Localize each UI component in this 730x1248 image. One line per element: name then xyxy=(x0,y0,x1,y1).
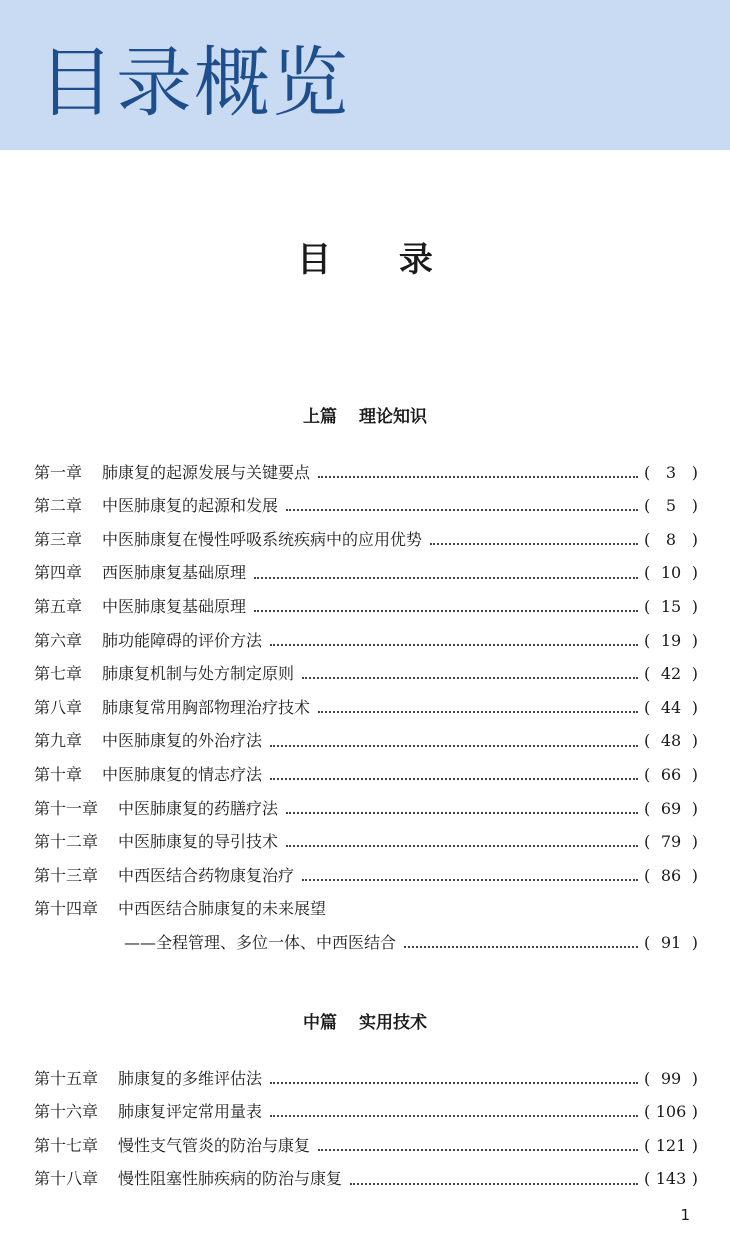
chapter-title: 中医肺康复的药膳疗法 xyxy=(118,798,279,818)
paren-close: ) xyxy=(691,1068,698,1088)
chapter-number: 第六章 xyxy=(34,630,83,650)
toc-entry[interactable] xyxy=(34,820,698,854)
toc-entry[interactable] xyxy=(34,1090,698,1124)
paren-open: ( xyxy=(644,529,651,549)
chapter-title: 中西医结合药物康复治疗 xyxy=(118,865,295,885)
paren-open: ( xyxy=(644,630,651,650)
paren-close: ) xyxy=(691,529,698,549)
chapter-title: 肺康复的多维评估法 xyxy=(118,1068,263,1088)
chapter-subtitle: ——全程管理、多位一体、中西医结合 xyxy=(124,932,397,952)
part-name: 中篇 xyxy=(303,1013,337,1033)
paren-open: ( xyxy=(644,764,651,784)
paren-close: ) xyxy=(691,798,698,818)
page-ref xyxy=(644,495,698,517)
page-value: 19 xyxy=(660,630,682,650)
chapter-title: 慢性阻塞性肺疾病的防治与康复 xyxy=(118,1169,343,1189)
chapter-number: 第一章 xyxy=(34,462,83,482)
chapter-number: 第二章 xyxy=(34,496,83,516)
chapter-number: 第十三章 xyxy=(34,865,99,885)
paren-open: ( xyxy=(644,832,651,852)
chapter-title: 肺康复常用胸部物理治疗技术 xyxy=(102,697,311,717)
chapter-number: 第八章 xyxy=(34,697,83,717)
header-banner xyxy=(0,0,730,150)
toc-entry[interactable] xyxy=(34,1123,698,1157)
page-value: 143 xyxy=(655,1169,687,1189)
paren-open: ( xyxy=(644,596,651,616)
page-value: 99 xyxy=(660,1068,682,1088)
page-value: 121 xyxy=(655,1135,687,1155)
paren-close: ) xyxy=(691,630,698,650)
page-ref xyxy=(644,562,698,584)
leader-dots xyxy=(430,531,638,545)
paren-open: ( xyxy=(644,563,651,583)
toc-entry[interactable] xyxy=(34,484,698,518)
page-value: 69 xyxy=(660,798,682,818)
leader-dots xyxy=(270,733,638,747)
leader-dots xyxy=(286,833,638,847)
paren-close: ) xyxy=(691,596,698,616)
leader-dots xyxy=(404,934,638,948)
toc-entry[interactable] xyxy=(34,853,698,887)
page-ref xyxy=(644,697,698,719)
page-value: 3 xyxy=(665,462,677,482)
leader-dots xyxy=(350,1171,638,1185)
paren-open: ( xyxy=(644,932,651,952)
page-ref xyxy=(644,730,698,752)
chapter-title: 中医肺康复的外治疗法 xyxy=(102,731,263,751)
chapter-number: 第十章 xyxy=(34,764,83,784)
part-heading-2 xyxy=(0,1011,730,1035)
page-value: 10 xyxy=(660,563,682,583)
page-value: 15 xyxy=(660,596,682,616)
page-value: 42 xyxy=(660,664,682,684)
paren-open: ( xyxy=(644,1102,651,1122)
banner-title: 目录概览 xyxy=(38,38,350,127)
paren-open: ( xyxy=(644,664,651,684)
page-ref xyxy=(644,798,698,820)
leader-dots xyxy=(302,867,638,881)
leader-dots xyxy=(270,1103,638,1117)
chapter-number: 第九章 xyxy=(34,731,83,751)
chapter-number: 第三章 xyxy=(34,529,83,549)
page-ref xyxy=(644,529,698,551)
page-ref xyxy=(644,462,698,484)
toc-entry[interactable] xyxy=(34,1056,698,1090)
paren-open: ( xyxy=(644,462,651,482)
paren-open: ( xyxy=(644,798,651,818)
page-value: 79 xyxy=(660,832,682,852)
leader-dots xyxy=(302,665,638,679)
paren-close: ) xyxy=(691,764,698,784)
leader-dots xyxy=(286,800,638,814)
chapter-title: 中西医结合肺康复的未来展望 xyxy=(118,899,327,919)
paren-open: ( xyxy=(644,697,651,717)
paren-open: ( xyxy=(644,1169,651,1189)
toc-section-upper xyxy=(34,450,698,954)
toc-entry[interactable] xyxy=(34,584,698,618)
paren-close: ) xyxy=(691,1169,698,1189)
page-number: 1 xyxy=(680,1206,690,1224)
paren-close: ) xyxy=(691,563,698,583)
document-title: 目 录 xyxy=(297,240,461,280)
leader-dots xyxy=(254,565,638,579)
paren-open: ( xyxy=(644,1068,651,1088)
part-heading-1 xyxy=(0,405,730,429)
chapter-title: 中医肺康复在慢性呼吸系统疾病中的应用优势 xyxy=(102,529,423,549)
part-name: 上篇 xyxy=(303,407,337,427)
chapter-title: 中医肺康复的起源和发展 xyxy=(102,496,279,516)
paren-close: ) xyxy=(691,731,698,751)
paren-close: ) xyxy=(691,865,698,885)
paren-close: ) xyxy=(691,664,698,684)
toc-entry[interactable] xyxy=(34,551,698,585)
page-ref xyxy=(644,630,698,652)
page-value: 5 xyxy=(665,496,677,516)
page-value: 86 xyxy=(660,865,682,885)
page-ref xyxy=(644,831,698,853)
page-value: 66 xyxy=(660,764,682,784)
toc-entry[interactable] xyxy=(34,450,698,484)
toc-entry[interactable] xyxy=(34,887,698,921)
leader-dots xyxy=(270,766,638,780)
page-ref xyxy=(644,932,698,954)
part-subtitle: 实用技术 xyxy=(359,1013,427,1033)
leader-dots xyxy=(254,598,638,612)
toc-entry[interactable] xyxy=(34,652,698,686)
leader-dots xyxy=(286,497,638,511)
chapter-number: 第十一章 xyxy=(34,798,99,818)
page-ref xyxy=(644,1168,698,1190)
page-value: 106 xyxy=(655,1102,687,1122)
toc-entry[interactable] xyxy=(34,786,698,820)
chapter-number: 第十七章 xyxy=(34,1135,99,1155)
leader-dots xyxy=(318,464,638,478)
toc-entry-subtitle[interactable] xyxy=(34,920,698,954)
toc-entry[interactable] xyxy=(34,719,698,753)
toc-entry[interactable] xyxy=(34,752,698,786)
chapter-number: 第十四章 xyxy=(34,899,99,919)
paren-close: ) xyxy=(691,496,698,516)
toc-entry[interactable] xyxy=(34,618,698,652)
page-ref xyxy=(644,1068,698,1090)
chapter-title: 中医肺康复基础原理 xyxy=(102,596,247,616)
chapter-title: 西医肺康复基础原理 xyxy=(102,563,247,583)
chapter-number: 第十五章 xyxy=(34,1068,99,1088)
chapter-number: 第四章 xyxy=(34,563,83,583)
part-subtitle: 理论知识 xyxy=(359,407,427,427)
page-value: 48 xyxy=(660,731,682,751)
leader-dots xyxy=(318,1137,638,1151)
chapter-title: 中医肺康复的导引技术 xyxy=(118,832,279,852)
paren-close: ) xyxy=(691,832,698,852)
paren-open: ( xyxy=(644,1135,651,1155)
toc-entry[interactable] xyxy=(34,1157,698,1191)
chapter-number: 第五章 xyxy=(34,596,83,616)
page-ref xyxy=(644,764,698,786)
chapter-title: 肺康复的起源发展与关键要点 xyxy=(102,462,311,482)
chapter-title: 肺功能障碍的评价方法 xyxy=(102,630,263,650)
leader-dots xyxy=(270,1070,638,1084)
page-ref xyxy=(644,663,698,685)
toc-entry[interactable] xyxy=(34,517,698,551)
chapter-title: 肺康复评定常用量表 xyxy=(118,1102,263,1122)
page-ref xyxy=(644,1101,698,1123)
paren-close: ) xyxy=(691,932,698,952)
paren-close: ) xyxy=(691,1102,698,1122)
toc-entry[interactable] xyxy=(34,685,698,719)
page-value: 44 xyxy=(660,697,682,717)
paren-close: ) xyxy=(691,462,698,482)
paren-close: ) xyxy=(691,1135,698,1155)
chapter-title: 慢性支气管炎的防治与康复 xyxy=(118,1135,311,1155)
paren-open: ( xyxy=(644,731,651,751)
paren-close: ) xyxy=(691,697,698,717)
paren-open: ( xyxy=(644,496,651,516)
leader-dots xyxy=(318,699,638,713)
chapter-number: 第七章 xyxy=(34,664,83,684)
chapter-number: 第十二章 xyxy=(34,832,99,852)
page-ref xyxy=(644,865,698,887)
page-ref xyxy=(644,1135,698,1157)
chapter-title: 肺康复机制与处方制定原则 xyxy=(102,664,295,684)
leader-dots xyxy=(270,632,638,646)
chapter-title: 中医肺康复的情志疗法 xyxy=(102,764,263,784)
paren-open: ( xyxy=(644,865,651,885)
toc-section-middle xyxy=(34,1056,698,1190)
chapter-number: 第十八章 xyxy=(34,1169,99,1189)
page-value: 91 xyxy=(660,932,682,952)
page-value: 8 xyxy=(665,529,677,549)
page-ref xyxy=(644,596,698,618)
chapter-number: 第十六章 xyxy=(34,1102,99,1122)
